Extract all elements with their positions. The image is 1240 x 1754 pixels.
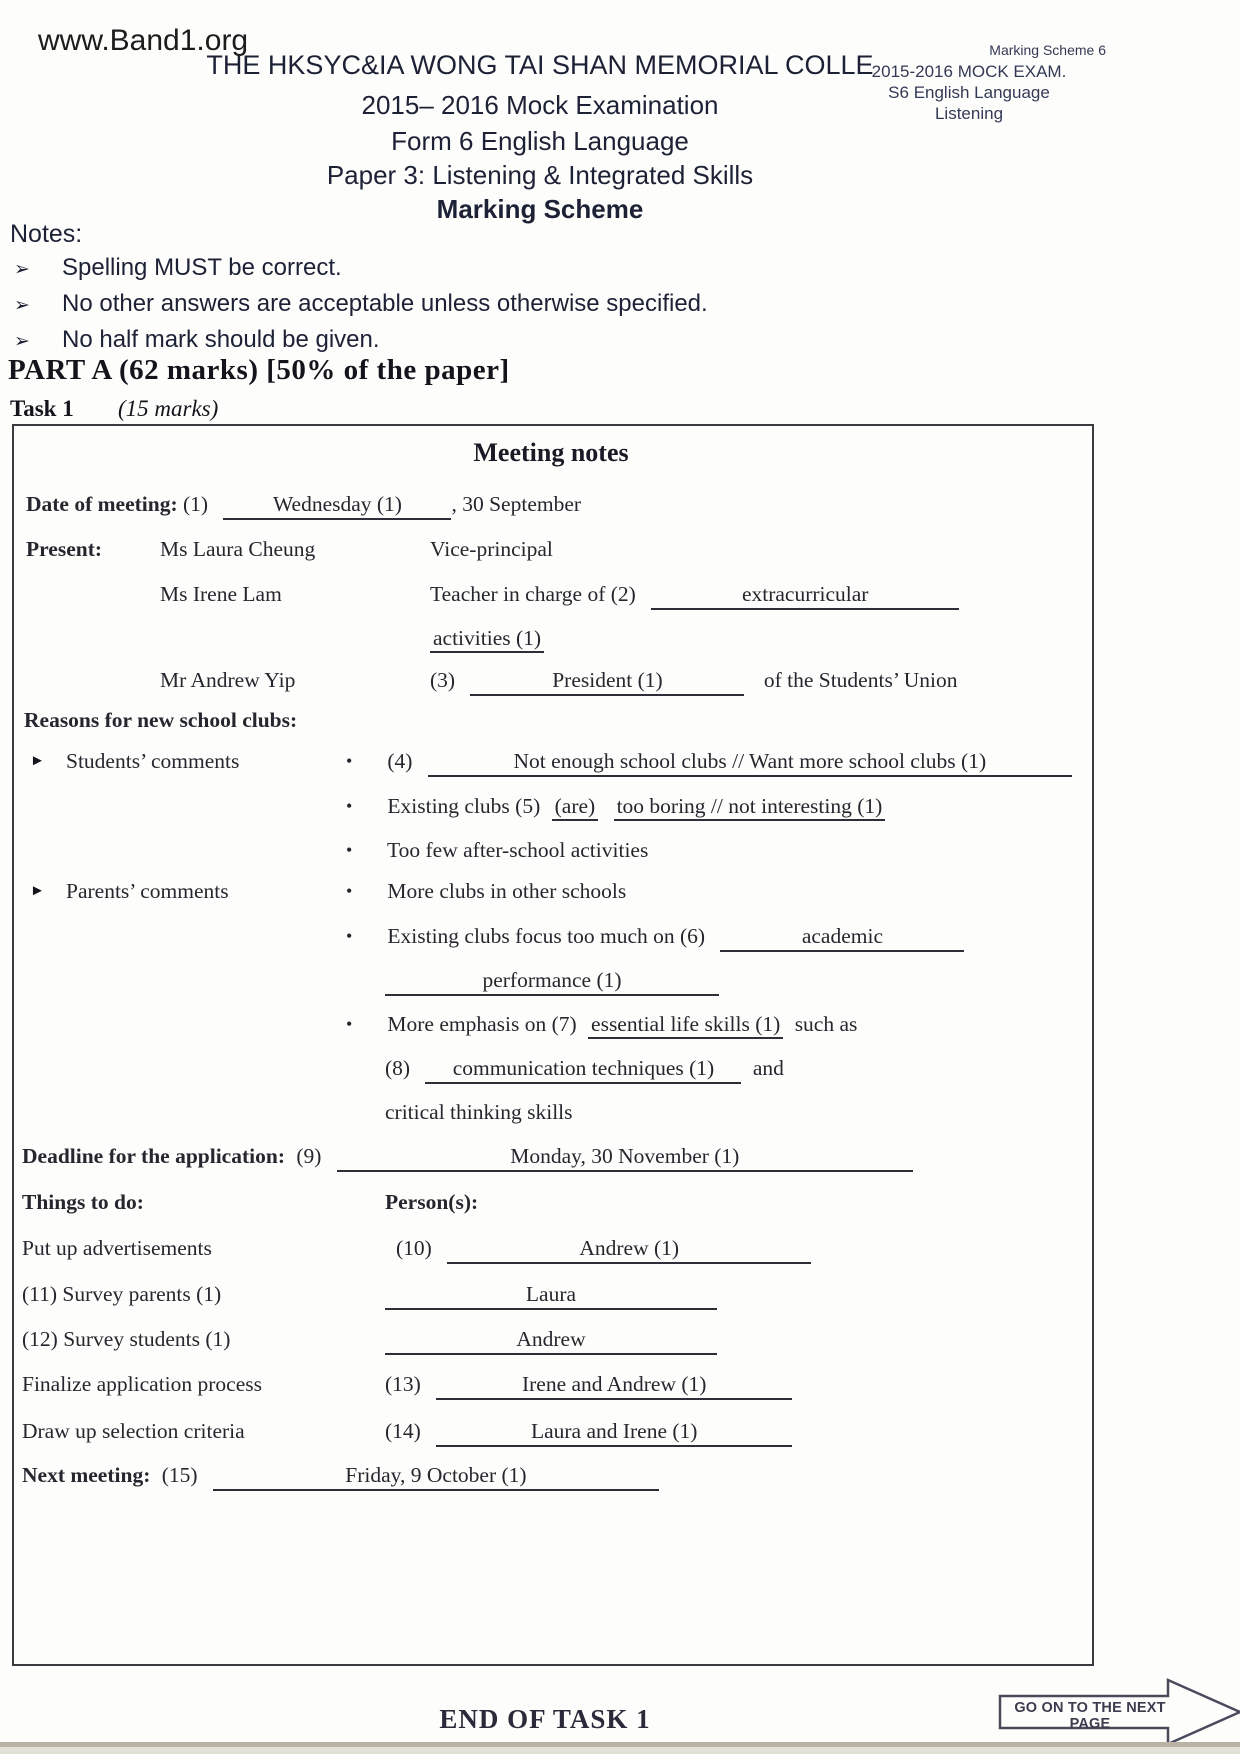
blank-13-number: (13) xyxy=(385,1372,421,1396)
task-1-marks: (15 marks) xyxy=(118,396,219,421)
deadline-row xyxy=(22,1144,913,1172)
todo-person-row xyxy=(385,1372,792,1400)
go-on-next-page-arrow xyxy=(996,1674,1240,1750)
blank-11-answer: Laura xyxy=(385,1282,717,1310)
students-comments-label: Students’ comments xyxy=(66,749,240,773)
blank-6-prefix: Existing clubs focus too much on (6) xyxy=(387,924,706,948)
parents-bullet-3-line3: critical thinking skills xyxy=(385,1100,573,1124)
corner-line-2: 2015-2016 MOCK EXAM. xyxy=(871,62,1067,81)
parents-bullet-2 xyxy=(346,924,964,952)
blank-13-answer: Irene and Andrew (1) xyxy=(436,1372,792,1400)
attendee-name: Ms Laura Cheung xyxy=(160,537,316,561)
notes-heading: Notes: xyxy=(10,220,83,248)
blank-10-answer: Andrew (1) xyxy=(447,1236,811,1264)
students-bullet-3-text: Too few after-school activities xyxy=(387,838,649,862)
form-subject: Form 6 English Language xyxy=(391,126,689,156)
triangle-bullet-icon: ► xyxy=(30,753,45,769)
things-to-do-heading: Things to do: xyxy=(22,1190,144,1214)
blank-1-answer: Wednesday (1) xyxy=(223,492,451,520)
next-meeting-row xyxy=(22,1463,659,1491)
exam-title: 2015– 2016 Mock Examination xyxy=(361,90,719,120)
triangle-bullet-icon: ► xyxy=(30,883,45,899)
watermark-url: www.Band1.org xyxy=(38,24,249,57)
date-of-meeting-row xyxy=(26,492,581,520)
blank-4-number: (4) xyxy=(387,749,413,773)
blank-2-prefix: Teacher in charge of (2) xyxy=(430,582,636,606)
dot-bullet-icon: • xyxy=(346,751,353,771)
blank-2-answer-continued: activities (1) xyxy=(430,626,544,653)
blank-6-answer-continued: performance (1) xyxy=(385,968,719,996)
todo-person-row xyxy=(396,1236,811,1264)
blank-12-answer: Andrew xyxy=(385,1327,717,1355)
blank-5-answer: too boring // not interesting (1) xyxy=(614,794,886,821)
blank-5-prefix: Existing clubs (5) xyxy=(387,794,541,818)
students-bullet-3 xyxy=(346,838,648,863)
blank-7-answer: essential life skills (1) xyxy=(588,1012,783,1039)
blank-2-answer: extracurricular xyxy=(651,582,959,610)
blank-9-number: (9) xyxy=(296,1144,322,1168)
blank-4-answer: Not enough school clubs // Want more school clubs (1) xyxy=(428,749,1072,777)
go-on-next-page-label: GO ON TO THE NEXT PAGE xyxy=(1014,1700,1166,1732)
blank-15-answer: Friday, 9 October (1) xyxy=(213,1463,659,1491)
blank-9-answer: Monday, 30 November (1) xyxy=(337,1144,913,1172)
blank-7-prefix: More emphasis on (7) xyxy=(387,1012,577,1036)
blank-7-suffix: such as xyxy=(794,1012,858,1036)
blank-6-answer: academic xyxy=(720,924,964,952)
dot-bullet-icon: • xyxy=(346,840,353,860)
attendee-role: Vice-principal xyxy=(430,537,553,561)
todo-person-row xyxy=(385,1419,792,1447)
note-item: Spelling MUST be correct. xyxy=(62,254,342,281)
doc-type-title: Marking Scheme xyxy=(436,194,644,224)
blank-3-answer: President (1) xyxy=(470,668,744,696)
attendee-role-row xyxy=(430,582,959,610)
dot-bullet-icon: • xyxy=(346,796,353,816)
parents-bullet-3-line2 xyxy=(385,1056,784,1084)
page-bottom-shadow xyxy=(0,1747,1240,1754)
paper-title: Paper 3: Listening & Integrated Skills xyxy=(326,160,754,190)
task-1-label: Task 1 xyxy=(10,396,74,421)
blank-3-number: (3) xyxy=(430,668,456,692)
blank-14-answer: Laura and Irene (1) xyxy=(436,1419,792,1447)
date-label: Date of meeting: xyxy=(26,492,178,516)
parents-comments-label: Parents’ comments xyxy=(66,879,229,903)
parents-bullet-3 xyxy=(346,1012,857,1037)
note-arrow-icon: ➢ xyxy=(14,259,30,280)
parents-bullet-1-text: More clubs in other schools xyxy=(387,879,627,903)
dot-bullet-icon: • xyxy=(346,1014,353,1034)
persons-heading: Person(s): xyxy=(385,1190,479,1214)
note-arrow-icon: ➢ xyxy=(14,295,30,316)
dot-bullet-icon: • xyxy=(346,926,353,946)
todo-task: Put up advertisements xyxy=(22,1236,212,1260)
attendee-name: Mr Andrew Yip xyxy=(160,668,296,692)
part-a-heading: PART A (62 marks) [50% of the paper] xyxy=(8,354,510,386)
todo-task: Draw up selection criteria xyxy=(22,1419,245,1443)
blank-8-suffix: and xyxy=(752,1056,784,1080)
end-of-task-label: END OF TASK 1 xyxy=(439,1704,651,1734)
reasons-heading: Reasons for new school clubs: xyxy=(24,708,298,732)
attendee-role-row xyxy=(430,668,958,696)
blank-8-answer: communication techniques (1) xyxy=(425,1056,741,1084)
present-label: Present: xyxy=(26,537,103,561)
school-name: THE HKSYC&IA WONG TAI SHAN MEMORIAL COLLE xyxy=(206,50,874,80)
students-bullet-2 xyxy=(346,794,885,819)
todo-task: Finalize application process xyxy=(22,1372,263,1396)
corner-line-1: Marking Scheme 6 xyxy=(989,42,1106,58)
attendee-name: Ms Irene Lam xyxy=(160,582,282,606)
blank-5-are: (are) xyxy=(552,794,599,821)
blank-8-number: (8) xyxy=(385,1056,411,1080)
meeting-notes-title: Meeting notes xyxy=(473,438,629,467)
next-meeting-label: Next meeting: xyxy=(22,1463,151,1487)
corner-note xyxy=(828,40,1110,124)
blank-3-suffix: of the Students’ Union xyxy=(763,668,958,692)
note-item: No half mark should be given. xyxy=(62,326,380,353)
deadline-label: Deadline for the application: xyxy=(22,1144,285,1168)
blank-10-number: (10) xyxy=(396,1236,432,1260)
todo-task: (11) Survey parents (1) xyxy=(22,1282,222,1306)
note-arrow-icon: ➢ xyxy=(14,331,30,352)
blank-6-answer-line2-row xyxy=(385,968,719,996)
blank-15-number: (15) xyxy=(161,1463,198,1487)
dot-bullet-icon: • xyxy=(346,881,353,901)
blank-1-number: (1) xyxy=(183,492,209,516)
corner-line-3: S6 English Language xyxy=(888,83,1050,102)
blank-14-number: (14) xyxy=(385,1419,421,1443)
corner-line-4: Listening xyxy=(934,104,1004,123)
note-item: No other answers are acceptable unless otherwise specified. xyxy=(62,290,708,317)
date-suffix: , 30 September xyxy=(451,492,582,516)
todo-task: (12) Survey students (1) xyxy=(22,1327,231,1351)
todo-person-row xyxy=(385,1282,717,1310)
todo-person-row xyxy=(385,1327,717,1355)
students-bullet-1 xyxy=(346,749,1072,777)
parents-bullet-1 xyxy=(346,879,626,904)
blank-2-answer-line2 xyxy=(430,626,544,651)
